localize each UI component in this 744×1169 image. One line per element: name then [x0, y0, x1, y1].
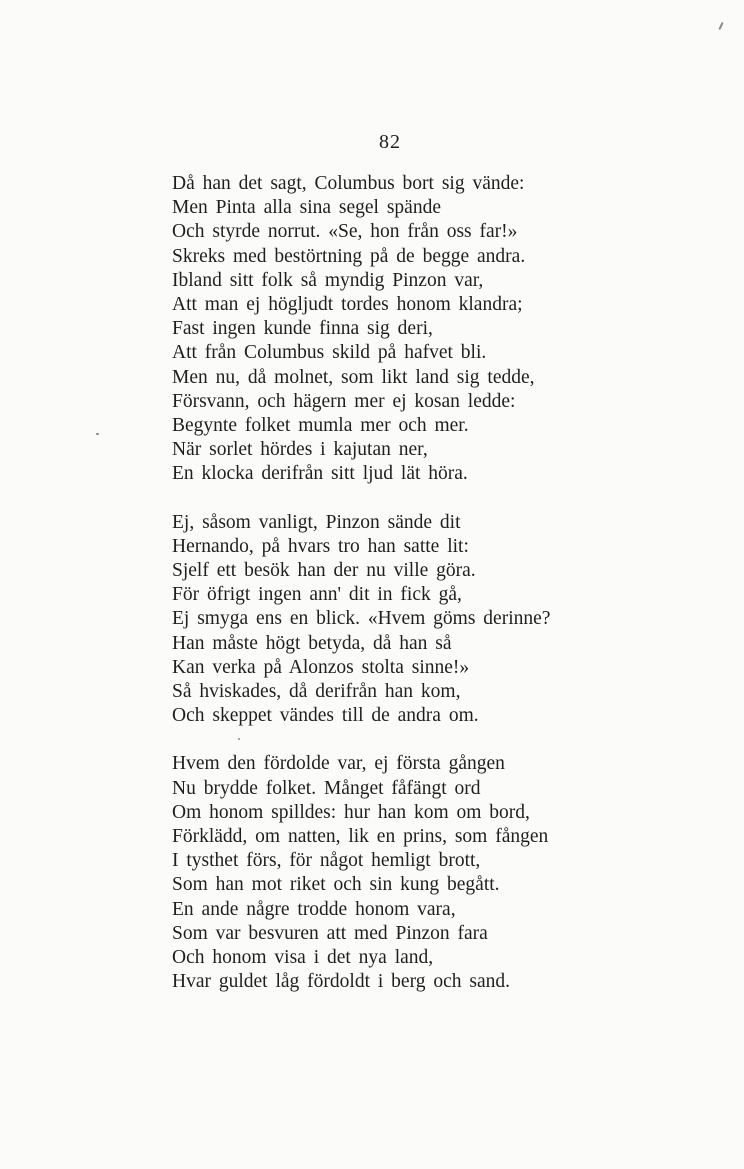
poem-line: Som var besvuren att med Pinzon fara — [172, 922, 488, 944]
poem-line: En klocka derifrån sitt ljud lät höra. — [172, 463, 468, 485]
poem-line: Att från Columbus skild på hafvet bli. — [172, 342, 487, 364]
poem-line: Fast ingen kunde finna sig deri, — [172, 318, 433, 340]
poem-line: Skreks med bestörtning på de begge andra. — [172, 245, 526, 267]
poem-line: Ej smyga ens en blick. «Hvem göms derinne? — [172, 608, 551, 630]
stanza — [172, 752, 732, 994]
poem-line: För öfrigt ingen ann' dit in fick gå, — [172, 584, 462, 606]
poem-line: Hvar guldet låg fördoldt i berg och sand. — [172, 971, 510, 993]
poem-line: Då han det sagt, Columbus bort sig vände: — [172, 173, 525, 194]
poem-line: Hernando, på hvars tro han satte lit: — [172, 535, 469, 557]
ink-speck — [718, 22, 723, 30]
poem-line: Förklädd, om natten, lik en prins, som fången — [172, 826, 549, 848]
poem-line: Ej, såsom vanligt, Pinzon sände dit — [172, 511, 461, 533]
poem-line: Att man ej högljudt tordes honom klandra; — [172, 294, 523, 316]
poem-text — [172, 172, 732, 1019]
poem-line: Sjelf ett besök han der nu ville göra. — [172, 560, 476, 582]
poem-line: När sorlet hördes i kajutan ner, — [172, 439, 428, 461]
poem-line: Och skeppet vändes till de andra om. — [172, 705, 479, 727]
poem-line: Men nu, då molnet, som likt land sig tedde, — [172, 366, 535, 388]
poem-line: I tysthet förs, för något hemligt brott, — [172, 850, 481, 872]
ink-speck — [96, 433, 99, 435]
poem-line: Ibland sitt folk så myndig Pinzon var, — [172, 269, 484, 291]
poem-line: Försvann, och hägern mer ej kosan ledde: — [172, 390, 516, 412]
stanza — [172, 172, 732, 487]
poem-line: Och honom visa i det nya land, — [172, 947, 434, 969]
poem-line: Kan verka på Alonzos stolta sinne!» — [172, 656, 470, 678]
poem-line: Hvem den fördolde var, ej första gången — [172, 753, 505, 775]
poem-line: Om honom spilldes: hur han kom om bord, — [172, 801, 530, 823]
poem-line: En ande någre trodde honom vara, — [172, 898, 456, 920]
poem-line: Som han mot riket och sin kung begått. — [172, 874, 500, 896]
poem-line: Begynte folket mumla mer och mer. — [172, 415, 469, 437]
poem-line: Men Pinta alla sina segel spände — [172, 197, 441, 219]
poem-line: Nu brydde folket. Månget fåfängt ord — [172, 777, 481, 799]
poem-line: Och styrde norrut. «Se, hon från oss far!» — [172, 221, 518, 243]
poem-line: Han måste högt betyda, då han så — [172, 632, 452, 654]
page-number: 82 — [379, 131, 401, 153]
stanza — [172, 511, 732, 729]
poem-line: Så hviskades, då derifrån han kom, — [172, 681, 461, 703]
